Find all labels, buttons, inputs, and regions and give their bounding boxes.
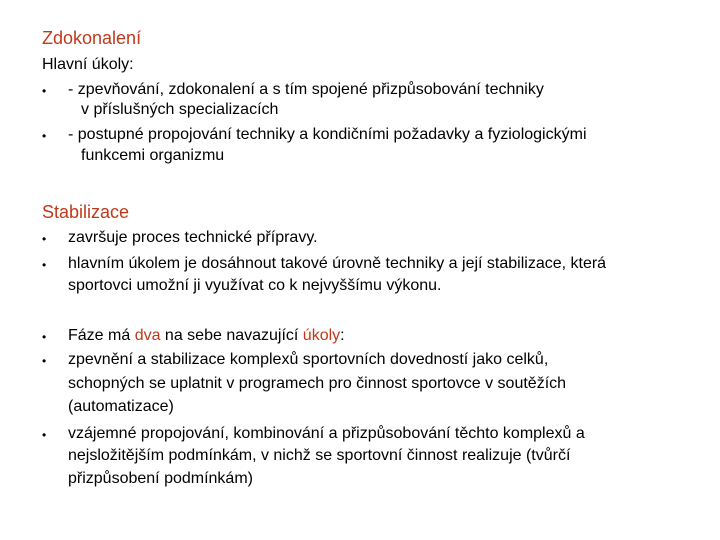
- list-item-line: (automatizace): [68, 398, 174, 415]
- phases-intro-part1: Fáze má: [68, 327, 135, 344]
- bullet-icon: •: [42, 354, 47, 368]
- list-item-line: funkcemi organizmu: [81, 147, 225, 164]
- list-item-line: schopných se uplatnit v programech pro činnost sportovce v soutěžích: [68, 375, 567, 392]
- list-item-line: - zpevňování, zdokonalení a s tím spojené přizpůsobování techniky: [68, 81, 544, 98]
- phases-intro-part2: na sebe navazující: [160, 327, 303, 344]
- list-item-line: završuje proces technické přípravy.: [68, 229, 318, 246]
- phases-intro-part3: :: [340, 327, 345, 344]
- list-item-line: nejsložitějším podmínkám, v nichž se sportovní činnost realizuje (tvůrčí: [68, 447, 571, 464]
- list-item-line: přizpůsobení podmínkám): [68, 470, 253, 487]
- list-item-line: zpevnění a stabilizace komplexů sportovních dovedností jako celků,: [68, 351, 549, 368]
- phases-intro: [68, 326, 345, 346]
- list-item-line: sportovci umožní ji využívat co k nejvyššímu výkonu.: [68, 277, 442, 294]
- list-item-line: hlavním úkolem je dosáhnout takové úrovně techniky a její stabilizace, která: [68, 255, 607, 272]
- list-item-line: vzájemné propojování, kombinování a přizpůsobování těchto komplexů a: [68, 425, 585, 442]
- bullet-icon: •: [42, 330, 47, 344]
- phases-highlight-ukoly: úkoly: [302, 327, 341, 344]
- bullet-icon: •: [42, 428, 47, 442]
- bullet-icon: •: [42, 232, 47, 246]
- list-item-line: v příslušných specializacích: [81, 101, 279, 118]
- bullet-icon: •: [42, 84, 47, 98]
- list-item-line: - postupné propojování techniky a kondičními požadavky a fyziologickými: [68, 126, 587, 143]
- section-title-stabilizace: Stabilizace: [42, 202, 130, 222]
- bullet-icon: •: [42, 129, 47, 143]
- phases-highlight-dva: dva: [134, 327, 161, 344]
- section-title-zdokonaleni: Zdokonalení: [42, 28, 142, 48]
- bullet-icon: •: [42, 258, 47, 272]
- section-subtitle: Hlavní úkoly:: [42, 56, 134, 73]
